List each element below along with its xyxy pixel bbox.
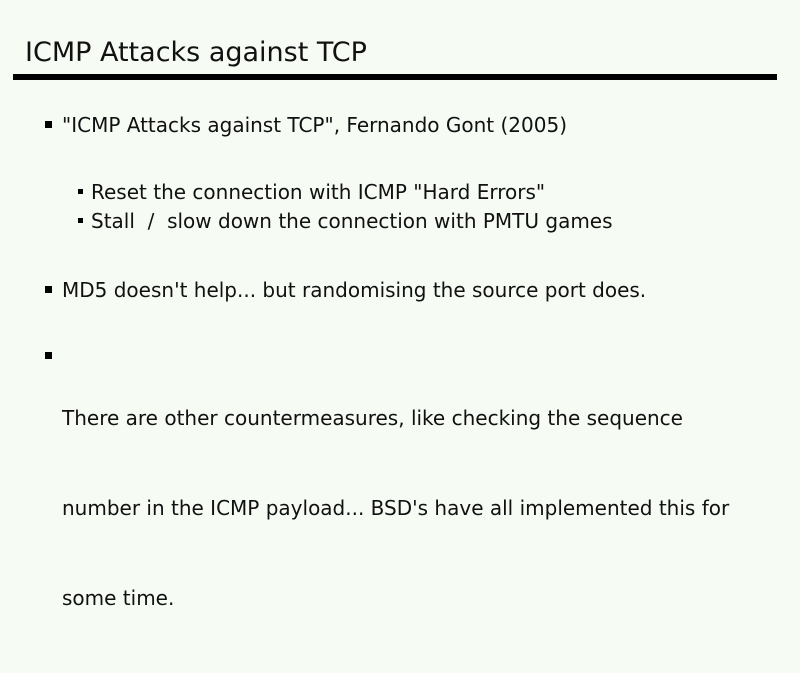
bullet-marker [78,189,83,194]
bullet-paragraph [62,343,729,673]
bullet-marker [45,121,52,128]
bullet-marker [78,218,83,223]
paragraph-line: some time. [62,586,175,610]
paragraph-line: There are other countermeasures, like checking the sequence [62,406,683,430]
sub-bullet-item [78,179,545,205]
bullet-item [45,277,646,303]
slide-title: ICMP Attacks against TCP [25,37,367,68]
paragraph-line: number in the ICMP payload... BSD's have all implemented this for [62,496,730,520]
bullet-item [45,343,729,673]
bullet-marker [45,352,52,359]
sub-bullet-item [78,208,613,234]
bullet-item [45,112,567,138]
bullet-text: MD5 doesn't help... but randomising the source port does. [62,278,647,302]
title-underline [13,74,777,80]
sub-bullet-text: Reset the connection with ICMP "Hard Errors" [91,180,546,204]
bullet-marker [45,286,52,293]
sub-bullet-text: Stall / slow down the connection with PMTU games [91,209,613,233]
bullet-text: "ICMP Attacks against TCP", Fernando Gont (2005) [62,113,567,137]
